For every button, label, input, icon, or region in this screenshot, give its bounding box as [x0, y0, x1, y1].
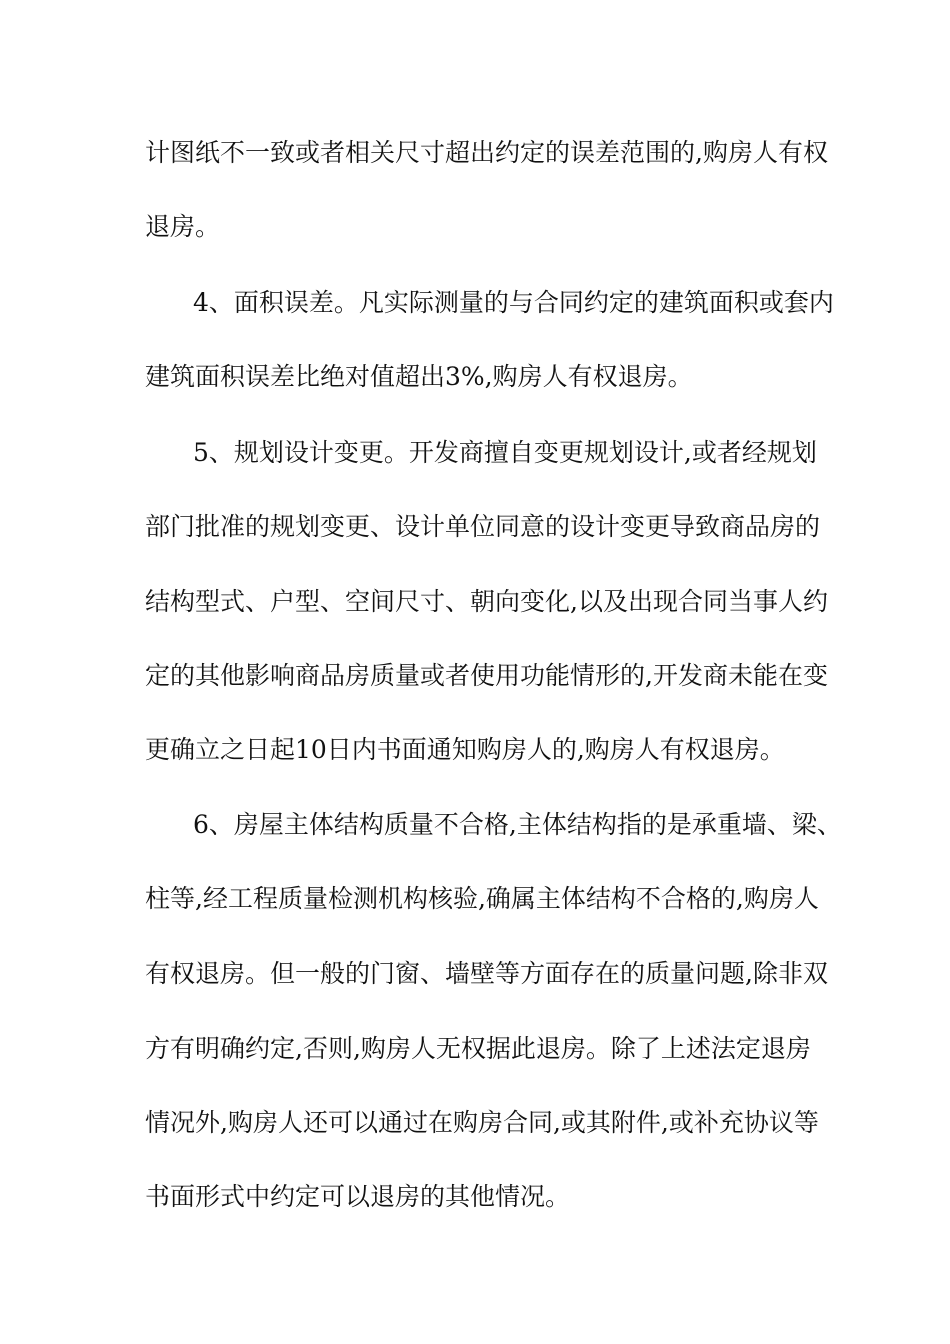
text-line-14: 情况外,购房人还可以通过在购房合同,或其附件,或补充协议等 [145, 1108, 819, 1137]
paragraph-5-start: 5、规划设计变更。开发商擅自变更规划设计,或者经规划 [193, 438, 817, 467]
text-line-8: 定的其他影响商品房质量或者使用功能情形的,开发商未能在变 [145, 661, 828, 690]
paragraph-6-start: 6、房屋主体结构质量不合格,主体结构指的是承重墙、梁、 [193, 810, 842, 839]
text-line-1: 计图纸不一致或者相关尺寸超出约定的误差范围的,购房人有权 [145, 138, 828, 167]
text-line-4: 建筑面积误差比绝对值超出3%,购房人有权退房。 [145, 362, 693, 391]
paragraph-4-start: 4、面积误差。凡实际测量的与合同约定的建筑面积或套内 [193, 288, 834, 317]
text-line-13: 方有明确约定,否则,购房人无权据此退房。除了上述法定退房 [145, 1034, 811, 1063]
text-line-15: 书面形式中约定可以退房的其他情况。 [145, 1182, 571, 1211]
text-line-9: 更确立之日起10日内书面通知购房人的,购房人有权退房。 [145, 735, 785, 764]
text-line-11: 柱等,经工程质量检测机构核验,确属主体结构不合格的,购房人 [145, 884, 819, 913]
text-line-2: 退房。 [145, 212, 221, 241]
text-line-7: 结构型式、户型、空间尺寸、朝向变化,以及出现合同当事人约 [145, 587, 828, 616]
text-line-12: 有权退房。但一般的门窗、墙壁等方面存在的质量问题,除非双 [145, 959, 828, 988]
text-line-6: 部门批准的规划变更、设计单位同意的设计变更导致商品房的 [145, 512, 821, 541]
